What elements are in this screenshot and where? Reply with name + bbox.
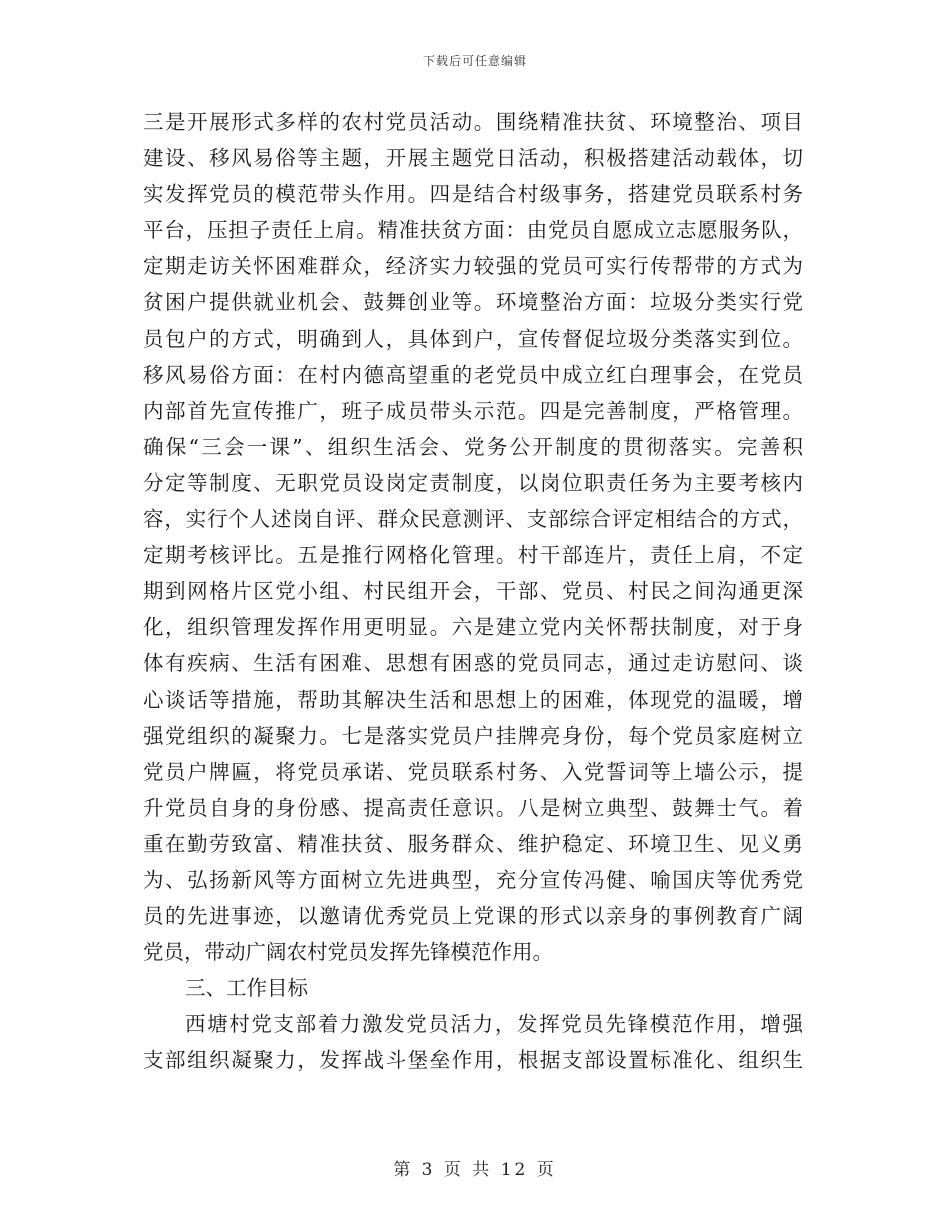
body-text [143, 104, 803, 1079]
text-line: 重在勤劳致富、精准扶贫、服务群众、维护稳定、环境卫生、见义勇 [143, 831, 803, 856]
section-heading: 三、工作目标 [185, 976, 308, 1001]
text-line: 心谈话等措施，帮助其解决生活和思想上的困难，体现党的温暖，增 [143, 687, 803, 712]
page-footer: 第 3 页 共 12 页 [393, 1160, 557, 1180]
text-line: 员的先进事迹，以邀请优秀党员上党课的形式以亲身的事例教育广阔 [143, 904, 803, 929]
page-header: 下载后可任意编辑 [422, 54, 527, 68]
text-line: 确保“三会一课”、组织生活会、党务公开制度的贯彻落实。完善积 [143, 434, 803, 459]
text-line: 平台，压担子责任上肩。精准扶贫方面：由党员自愿成立志愿服务队， [143, 218, 803, 243]
text-line: 实发挥党员的模范带头作用。四是结合村级事务，搭建党员联系村务 [143, 182, 803, 207]
text-line: 容，实行个人述岗自评、群众民意测评、支部综合评定相结合的方式， [143, 507, 803, 532]
text-line: 强党组织的凝聚力。七是落实党员户挂牌亮身份，每个党员家庭树立 [143, 723, 803, 748]
text-line: 定期走访关怀困难群众，经济实力较强的党员可实行传帮带的方式为 [143, 254, 803, 279]
text-line: 西塘村党支部着力激发党员活力，发挥党员先锋模范作用，增强 [185, 1012, 803, 1037]
text-line: 建设、移风易俗等主题，开展主题党日活动，积极搭建活动载体，切 [143, 146, 803, 171]
text-line: 期到网格片区党小组、村民组开会，干部、党员、村民之间沟通更深 [143, 579, 803, 604]
text-line: 党员户牌匾，将党员承诺、党员联系村务、入党誓词等上墙公示，提 [143, 759, 803, 784]
text-line: 党员，带动广阔农村党员发挥先锋模范作用。 [143, 940, 553, 965]
text-line: 定期考核评比。五是推行网格化管理。村干部连片，责任上肩，不定 [143, 543, 803, 568]
text-line: 体有疾病、生活有困难、思想有困惑的党员同志，通过走访慰问、谈 [143, 651, 803, 676]
text-line: 三是开展形式多样的农村党员活动。围绕精准扶贫、环境整治、项目 [143, 110, 803, 134]
text-line: 员包户的方式，明确到人，具体到户，宣传督促垃圾分类落实到位。 [143, 326, 803, 351]
text-line: 升党员自身的身份感、提高责任意识。八是树立典型、鼓舞士气。着 [143, 795, 803, 820]
text-line: 移风易俗方面：在村内德高望重的老党员中成立红白理事会，在党员 [143, 362, 803, 387]
text-line: 化，组织管理发挥作用更明显。六是建立党内关怀帮扶制度，对于身 [143, 615, 803, 640]
text-line: 支部组织凝聚力，发挥战斗堡垒作用，根据支部设置标准化、组织生 [143, 1048, 803, 1073]
text-line: 贫困户提供就业机会、鼓舞创业等。环境整治方面：垃圾分类实行党 [143, 290, 803, 315]
text-line: 为、弘扬新风等方面树立先进典型，充分宣传冯健、喻国庆等优秀党 [143, 867, 803, 892]
text-line: 内部首先宣传推广，班子成员带头示范。四是完善制度，严格管理。 [143, 398, 803, 423]
text-line: 分定等制度、无职党员设岗定责制度，以岗位职责任务为主要考核内 [143, 470, 803, 495]
